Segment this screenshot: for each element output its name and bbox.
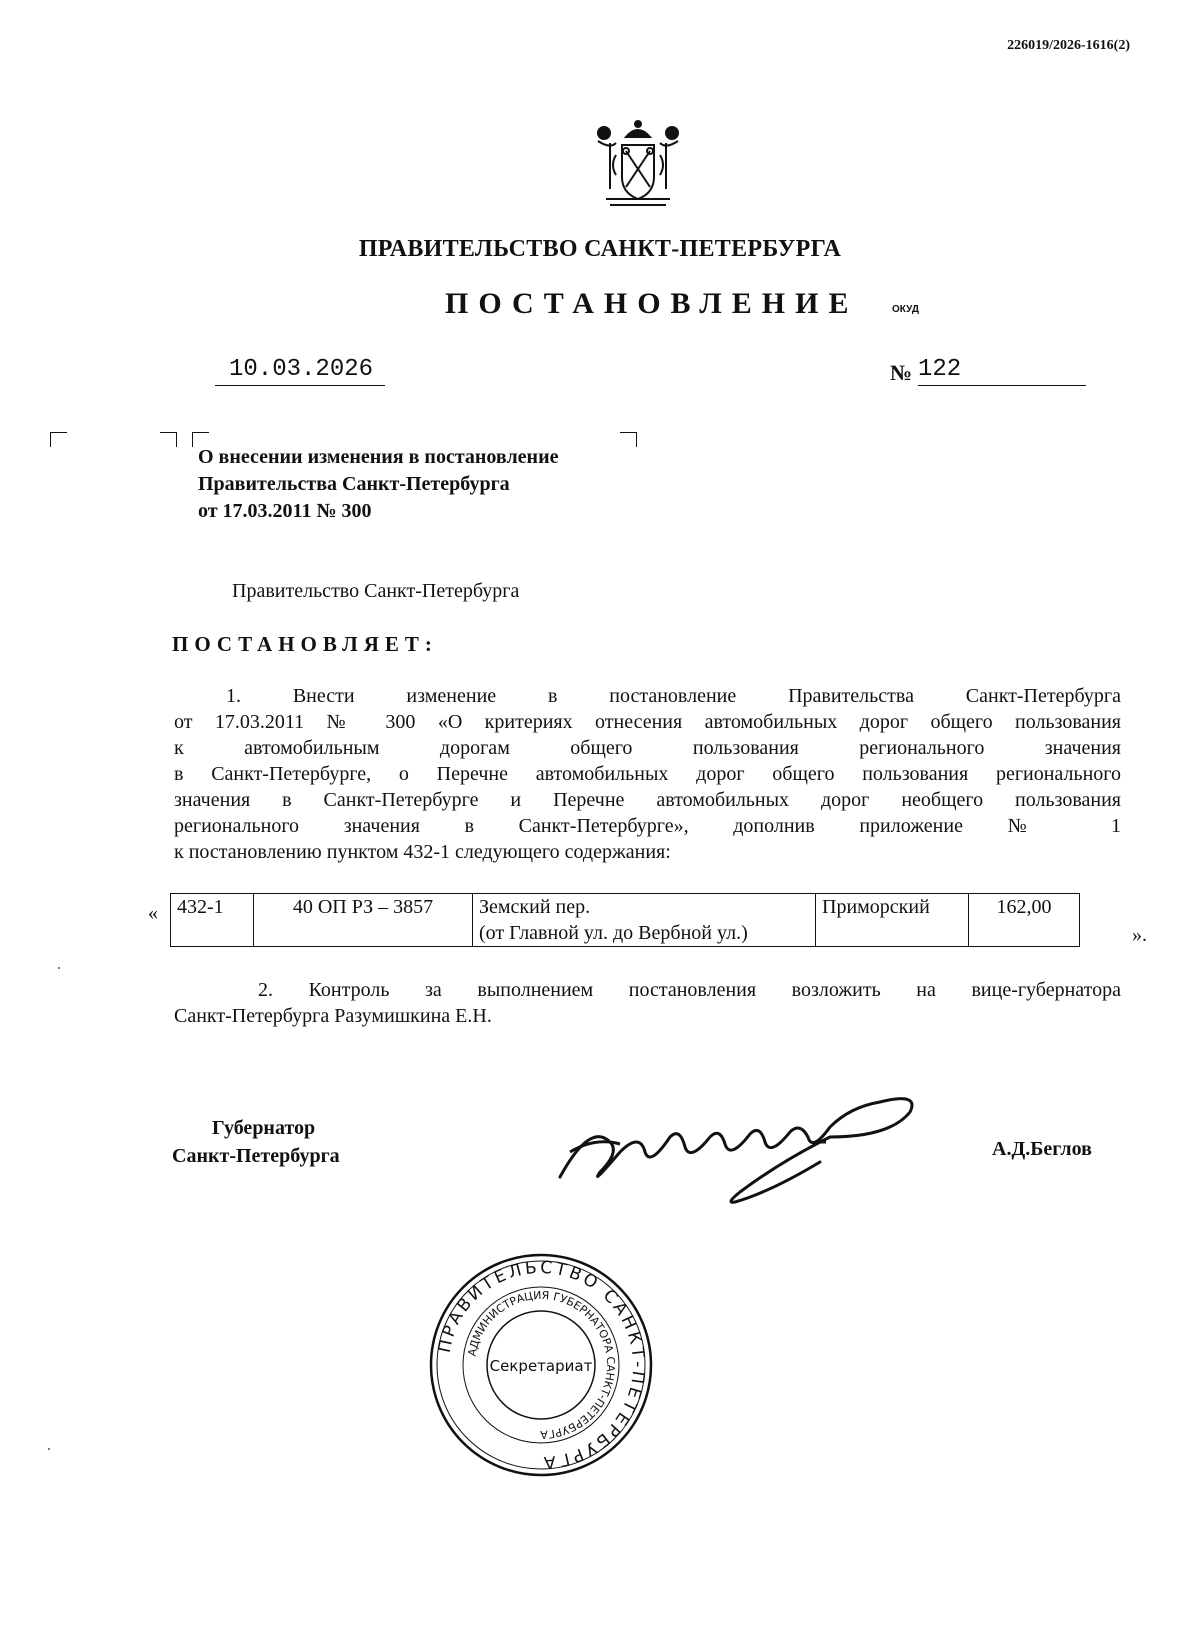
document-type: ПОСТАНОВЛЕНИЕ — [445, 287, 859, 320]
subject-line: Правительства Санкт-Петербурга — [198, 473, 510, 495]
resolves-heading: ПОСТАНОВЛЯЕТ: — [172, 632, 438, 656]
okud-label: ОКУД — [892, 304, 919, 315]
cell-item: 432-1 — [171, 894, 254, 947]
corner-mark — [50, 432, 67, 447]
paragraph-line: Санкт-Петербурга Разумишкина Е.Н. — [174, 1005, 492, 1027]
name-line: (от Главной ул. до Вербной ул.) — [479, 922, 748, 944]
scan-dot — [58, 967, 60, 969]
document-date: 10.03.2026 — [215, 355, 385, 386]
cell-code: 40 ОП РЗ – 3857 — [254, 894, 473, 947]
cell-length: 162,00 — [969, 894, 1080, 947]
quote-open: « — [148, 902, 158, 924]
svg-text:АДМИНИСТРАЦИЯ ГУБЕРНАТОРА САНК: АДМИНИСТРАЦИЯ ГУБЕРНАТОРА САНКТ-ПЕТЕРБУРГА — [465, 1288, 618, 1442]
cell-district: Приморский — [816, 894, 969, 947]
handwritten-signature — [550, 1082, 950, 1212]
svg-text:ПРАВИТЕЛЬСТВО САНКТ-ПЕТЕРБУРГА: ПРАВИТЕЛЬСТВО САНКТ-ПЕТЕРБУРГА — [434, 1257, 649, 1473]
government-title: ПРАВИТЕЛЬСТВО САНКТ-ПЕТЕРБУРГА — [358, 236, 842, 262]
paragraph-line: от 17.03.2011 № 300 «О критериях отнесения автомобильных дорог общего пользования — [174, 711, 1121, 733]
paragraph-line: 1. Внести изменение в постановление Правительства Санкт-Петербурга — [226, 685, 1121, 707]
roads-table — [170, 893, 1080, 947]
paragraph-2 — [174, 977, 1121, 1029]
paragraph-line: к автомобильным дорогам общего пользования регионального значения — [174, 737, 1121, 759]
paragraph-1 — [174, 683, 1121, 865]
stamp-center-text: Секретариат — [489, 1357, 593, 1375]
official-stamp — [426, 1250, 656, 1480]
number-label: № — [890, 360, 913, 385]
paragraph-line: в Санкт-Петербурге, о Перечне автомобильных дорог общего пользования регионального — [174, 763, 1121, 785]
signer-post — [172, 1114, 340, 1170]
post-line: Губернатор — [212, 1117, 316, 1139]
name-line: Земский пер. — [479, 896, 591, 918]
cell-name — [473, 894, 816, 947]
paragraph-line: значения в Санкт-Петербурге и Перечне автомобильных дорог необщего пользования — [174, 789, 1121, 811]
scan-dot — [48, 1448, 50, 1450]
coat-of-arms-icon — [588, 115, 688, 215]
corner-mark — [160, 432, 177, 447]
table-row — [171, 894, 1080, 947]
signer-name: А.Д.Беглов — [992, 1138, 1092, 1160]
post-line: Санкт-Петербурга — [172, 1145, 340, 1167]
document-id: 226019/2026-1616(2) — [1007, 38, 1130, 53]
issuer-text: Правительство Санкт-Петербурга — [232, 580, 520, 602]
quote-close: ». — [1132, 924, 1147, 946]
subject-line: от 17.03.2011 № 300 — [198, 500, 372, 522]
paragraph-line: регионального значения в Санкт-Петербурге», дополнив приложение № 1 — [174, 815, 1121, 837]
paragraph-line: к постановлению пунктом 432-1 следующего содержания: — [174, 841, 671, 863]
document-subject — [198, 444, 558, 525]
corner-mark — [620, 432, 637, 447]
document-number: 122 — [918, 355, 1086, 386]
subject-line: О внесении изменения в постановление — [198, 446, 559, 468]
paragraph-line: 2. Контроль за выполнением постановления возложить на вице-губернатора — [258, 979, 1121, 1001]
